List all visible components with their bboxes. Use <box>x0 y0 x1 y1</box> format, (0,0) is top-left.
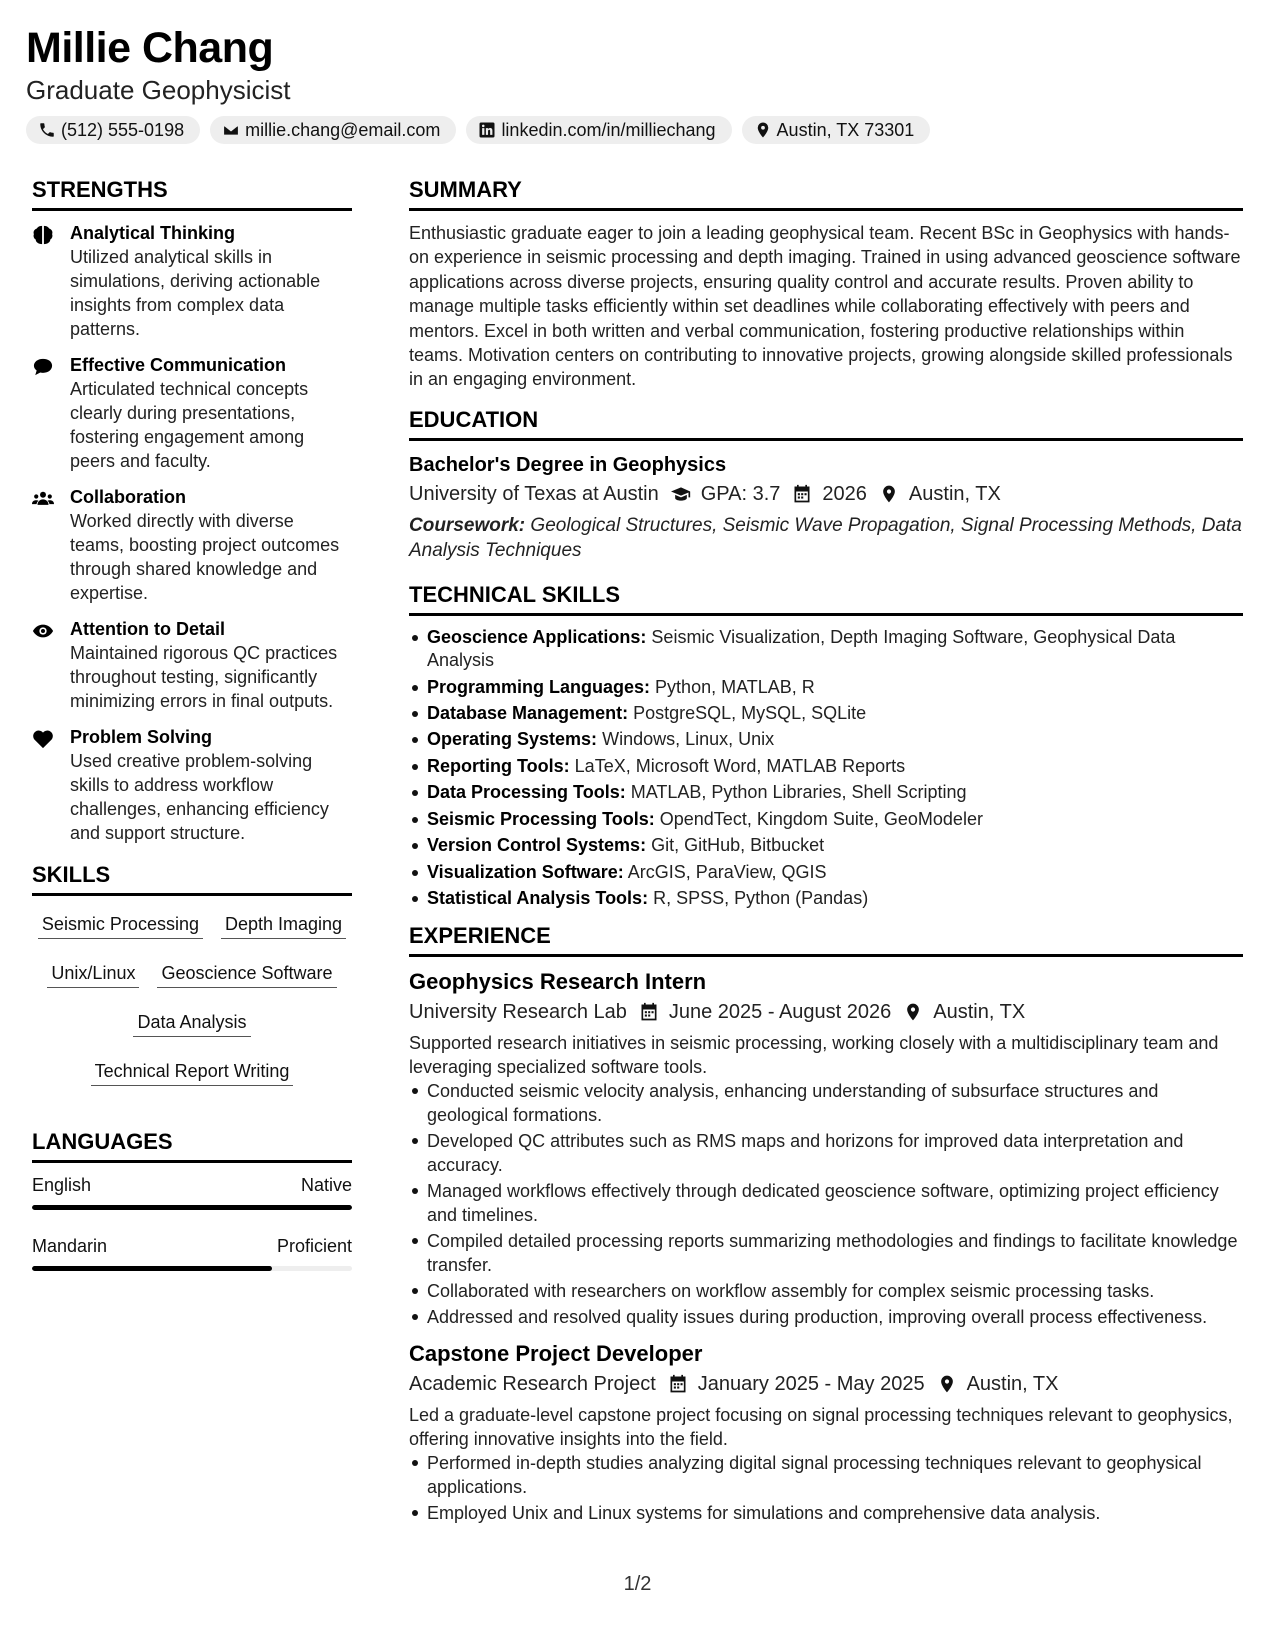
tech-skill-label: Programming Languages: <box>427 676 651 697</box>
list-item: Performed in-depth studies analyzing digital signal processing techniques relevant to geophysical applications. <box>409 1451 1243 1499</box>
calendar-icon <box>639 1002 659 1022</box>
job-bullets <box>409 1451 1243 1525</box>
coursework-label: Coursework: <box>409 514 526 536</box>
users-icon <box>32 489 54 509</box>
strengths-heading: STRENGTHS <box>32 176 352 211</box>
list-item: Conducted seismic velocity analysis, enhancing understanding of subsurface structures and geological formations. <box>409 1079 1243 1127</box>
calendar-icon <box>668 1374 688 1394</box>
tech-skill-value: Seismic Visualization, Depth Imaging Software, Geophysical Data Analysis <box>427 626 1176 671</box>
list-item <box>409 834 1243 857</box>
tech-skill-value: PostgreSQL, MySQL, SQLite <box>633 703 867 724</box>
job-title: Capstone Project Developer <box>409 1341 703 1367</box>
contact-phone-text: (512) 555-0198 <box>61 119 185 140</box>
strength-item <box>32 353 352 473</box>
candidate-name: Millie Chang <box>26 24 274 72</box>
resume-header <box>26 22 1246 144</box>
education-heading: EDUCATION <box>409 406 1243 441</box>
skills-heading: SKILLS <box>32 861 352 896</box>
tech-skill-label: Statistical Analysis Tools: <box>427 887 649 908</box>
language-level-bar <box>32 1266 352 1271</box>
tech-skill-value: Python, MATLAB, R <box>655 676 815 697</box>
school-name: University of Texas at Austin <box>409 482 659 505</box>
skill-tag: Unix/Linux <box>47 961 139 988</box>
strength-item <box>32 221 352 341</box>
language-item <box>32 1234 352 1271</box>
location-pin-icon <box>879 484 899 504</box>
strength-title: Collaboration <box>70 487 186 507</box>
coursework <box>409 513 1243 563</box>
list-item: Developed QC attributes such as RMS maps and horizons for improved data interpretation and accuracy. <box>409 1129 1243 1177</box>
job-entry <box>409 1339 1243 1525</box>
tech-skill-label: Version Control Systems: <box>427 835 647 856</box>
right-column <box>409 176 1243 1535</box>
skills-tags <box>32 906 352 1096</box>
language-level-fill <box>32 1205 352 1210</box>
job-meta <box>409 997 1243 1027</box>
contact-email[interactable] <box>210 116 456 144</box>
job-meta <box>409 1369 1243 1399</box>
strength-desc: Used creative problem-solving skills to address workflow challenges, enhancing efficiency and support structure. <box>70 751 329 843</box>
technical-skills-list <box>409 626 1243 910</box>
tech-skill-label: Reporting Tools: <box>427 755 570 776</box>
contact-location-text: Austin, TX 73301 <box>776 119 915 140</box>
list-item <box>409 626 1243 673</box>
list-item <box>409 808 1243 831</box>
language-name: English <box>32 1175 92 1195</box>
summary-text: Enthusiastic graduate eager to join a leading geophysical team. Recent BSc in Geophysics with hands-on experience in seismic processing and depth imaging. Trained in using advanced geoscience software applications across diverse projects, ensuring quality control and accurate results. Proven ability to manage multiple tasks efficiently within set deadlines while collaborating effectively with peers and mentors. Excel in both written and verbal communication, fostering productive relationships within teams. Motivation centers on contributing to innovative projects, growing alongside skilled professionals in an engaging environment. <box>409 223 1241 390</box>
strength-title: Effective Communication <box>70 355 287 375</box>
strength-title: Attention to Detail <box>70 619 225 639</box>
list-item <box>409 728 1243 751</box>
location-pin-icon <box>937 1374 957 1394</box>
contact-phone[interactable] <box>26 116 200 144</box>
coursework-list: Geological Structures, Seismic Wave Propagation, Signal Processing Methods, Data Analysis Techniques <box>409 514 1242 561</box>
tech-skill-value: OpendTect, Kingdom Suite, GeoModeler <box>659 808 983 829</box>
linkedin-icon <box>478 121 496 139</box>
contact-linkedin[interactable] <box>466 116 731 144</box>
job-location: Austin, TX <box>966 1373 1059 1396</box>
job-title: Geophysics Research Intern <box>409 969 707 995</box>
contact-location <box>742 116 931 144</box>
page-number: 1/2 <box>623 1573 652 1595</box>
degree-title: Bachelor's Degree in Geophysics <box>409 453 727 476</box>
strength-item <box>32 725 352 845</box>
list-item <box>409 781 1243 804</box>
strength-desc: Utilized analytical skills in simulations, deriving actionable insights from complex data patterns. <box>70 247 321 339</box>
skill-tag: Geoscience Software <box>157 961 336 988</box>
strength-title: Analytical Thinking <box>70 223 236 243</box>
contact-bar <box>26 116 1246 144</box>
list-item: Managed workflows effectively through dedicated geoscience software, optimizing project efficiency and timelines. <box>409 1179 1243 1227</box>
language-level: Proficient <box>276 1236 352 1256</box>
brain-icon <box>32 225 54 245</box>
job-org: University Research Lab <box>409 1001 627 1024</box>
tech-skill-value: LaTeX, Microsoft Word, MATLAB Reports <box>574 755 906 776</box>
candidate-title: Graduate Geophysicist <box>26 75 291 105</box>
contact-linkedin-text: linkedin.com/in/milliechang <box>501 119 716 140</box>
job-description: Led a graduate-level capstone project focusing on signal processing techniques relevant to geophysics, offering innovative insights into the field. <box>409 1405 1233 1450</box>
language-level-bar <box>32 1205 352 1210</box>
strength-desc: Worked directly with diverse teams, boosting project outcomes through shared knowledge and expertise. <box>70 511 340 603</box>
tech-skill-value: Git, GitHub, Bitbucket <box>651 835 825 856</box>
eye-icon <box>32 621 54 641</box>
education-gpa: GPA: 3.7 <box>700 482 781 505</box>
list-item: Addressed and resolved quality issues during production, improving overall process effectiveness. <box>409 1305 1243 1329</box>
location-pin-icon <box>754 121 772 139</box>
tech-skill-value: MATLAB, Python Libraries, Shell Scripting <box>630 782 967 803</box>
education-year: 2026 <box>822 482 867 505</box>
job-bullets <box>409 1079 1243 1329</box>
graduation-cap-icon <box>671 484 691 504</box>
tech-skill-value: ArcGIS, ParaView, QGIS <box>627 861 827 882</box>
tech-skill-value: Windows, Linux, Unix <box>602 729 775 750</box>
tech-skill-value: R, SPSS, Python (Pandas) <box>653 887 869 908</box>
job-dates: January 2025 - May 2025 <box>697 1373 925 1396</box>
tech-skill-label: Operating Systems: <box>427 729 598 750</box>
skill-tag: Data Analysis <box>133 1010 250 1037</box>
strength-item <box>32 485 352 605</box>
strength-title: Problem Solving <box>70 727 213 747</box>
list-item: Employed Unix and Linux systems for simulations and comprehensive data analysis. <box>409 1501 1243 1525</box>
envelope-icon <box>222 121 240 139</box>
strength-desc: Maintained rigorous QC practices throughout testing, significantly minimizing errors in final outputs. <box>70 643 338 711</box>
contact-email-text: millie.chang@email.com <box>245 119 441 140</box>
skill-tag: Seismic Processing <box>38 912 203 939</box>
list-item: Compiled detailed processing reports summarizing methodologies and findings to facilitate knowledge transfer. <box>409 1229 1243 1277</box>
strength-item <box>32 617 352 713</box>
skill-tag: Depth Imaging <box>221 912 346 939</box>
technical-skills-heading: TECHNICAL SKILLS <box>409 581 1243 616</box>
language-name: Mandarin <box>32 1236 108 1256</box>
list-item <box>409 702 1243 725</box>
tech-skill-label: Seismic Processing Tools: <box>427 808 655 829</box>
speech-bubble-icon <box>32 357 54 377</box>
education-location: Austin, TX <box>908 482 1001 505</box>
list-item <box>409 887 1243 910</box>
languages-heading: LANGUAGES <box>32 1128 352 1163</box>
tech-skill-label: Visualization Software: <box>427 861 624 882</box>
list-item <box>409 755 1243 778</box>
education-meta <box>409 479 1243 509</box>
skill-tag: Technical Report Writing <box>91 1059 294 1086</box>
list-item <box>409 676 1243 699</box>
tech-skill-label: Geoscience Applications: <box>427 626 647 647</box>
list-item <box>409 861 1243 884</box>
job-location: Austin, TX <box>933 1001 1026 1024</box>
list-item: Collaborated with researchers on workflow assembly for complex seismic processing tasks. <box>409 1279 1243 1303</box>
job-description: Supported research initiatives in seismic processing, working closely with a multidisciplinary team and leveraging specialized software tools. <box>409 1033 1219 1078</box>
language-level-fill <box>32 1266 272 1271</box>
tech-skill-label: Data Processing Tools: <box>427 782 626 803</box>
heart-icon <box>32 729 54 749</box>
job-org: Academic Research Project <box>409 1373 656 1396</box>
job-entry <box>409 967 1243 1329</box>
experience-heading: EXPERIENCE <box>409 922 1243 957</box>
language-item <box>32 1173 352 1210</box>
tech-skill-label: Database Management: <box>427 703 629 724</box>
left-column <box>32 176 352 1289</box>
location-pin-icon <box>903 1002 923 1022</box>
calendar-icon <box>792 484 812 504</box>
phone-icon <box>38 121 56 139</box>
strength-desc: Articulated technical concepts clearly during presentations, fostering engagement among peers and faculty. <box>70 379 309 471</box>
summary-heading: SUMMARY <box>409 176 1243 211</box>
language-level: Native <box>300 1175 352 1195</box>
job-dates: June 2025 - August 2026 <box>668 1001 892 1024</box>
